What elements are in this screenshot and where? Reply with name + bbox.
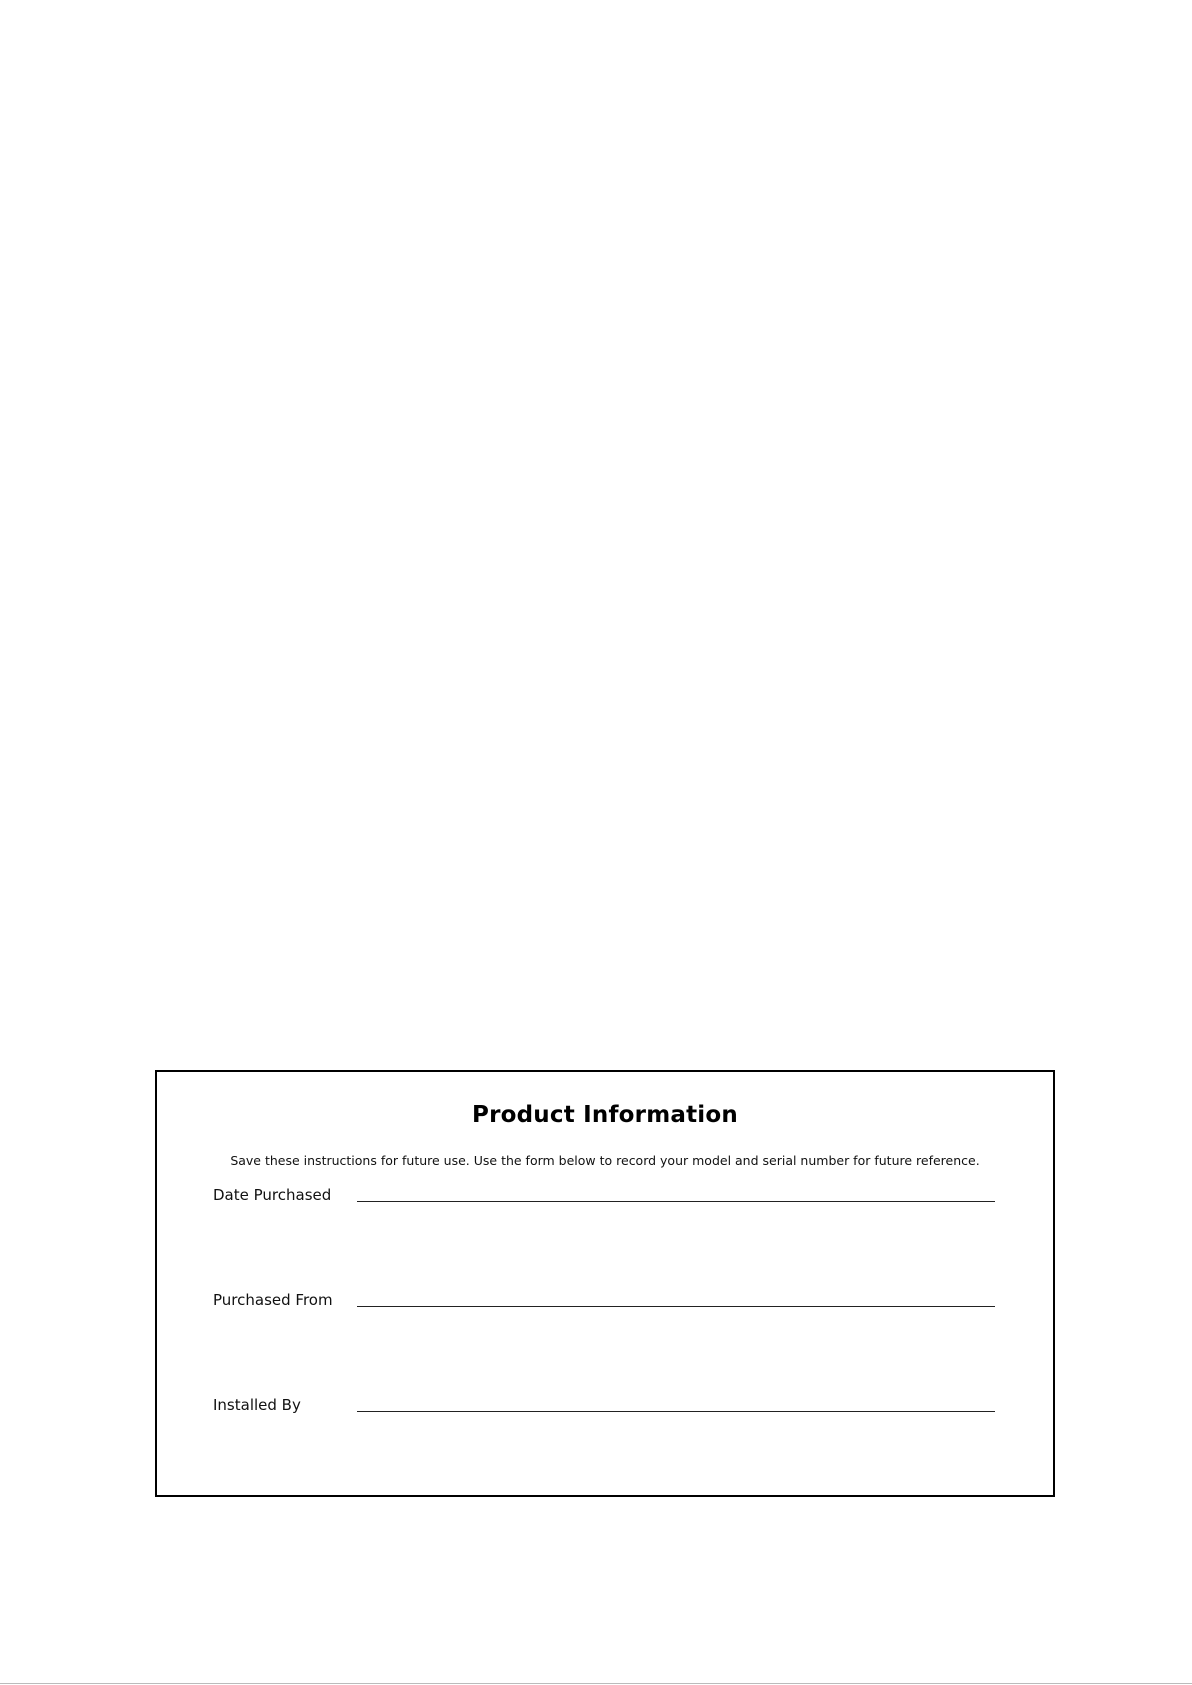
instructions-text: Save these instructions for future use. Use the form below to record your model and serial number for future reference. [230, 1153, 980, 1168]
installed-by-label: Installed By [213, 1396, 301, 1414]
page-bottom-rule [0, 1683, 1192, 1684]
date-purchased-row [213, 1180, 1013, 1204]
purchased-from-row [213, 1285, 1013, 1309]
product-information-box [155, 1070, 1055, 1497]
installed-by-line[interactable] [357, 1411, 995, 1412]
date-purchased-label: Date Purchased [213, 1186, 332, 1204]
purchased-from-line[interactable] [357, 1306, 995, 1307]
date-purchased-line[interactable] [357, 1201, 995, 1202]
purchased-from-label: Purchased From [213, 1291, 333, 1309]
product-information-title: Product Information [472, 1102, 738, 1128]
installed-by-row [213, 1390, 1013, 1414]
